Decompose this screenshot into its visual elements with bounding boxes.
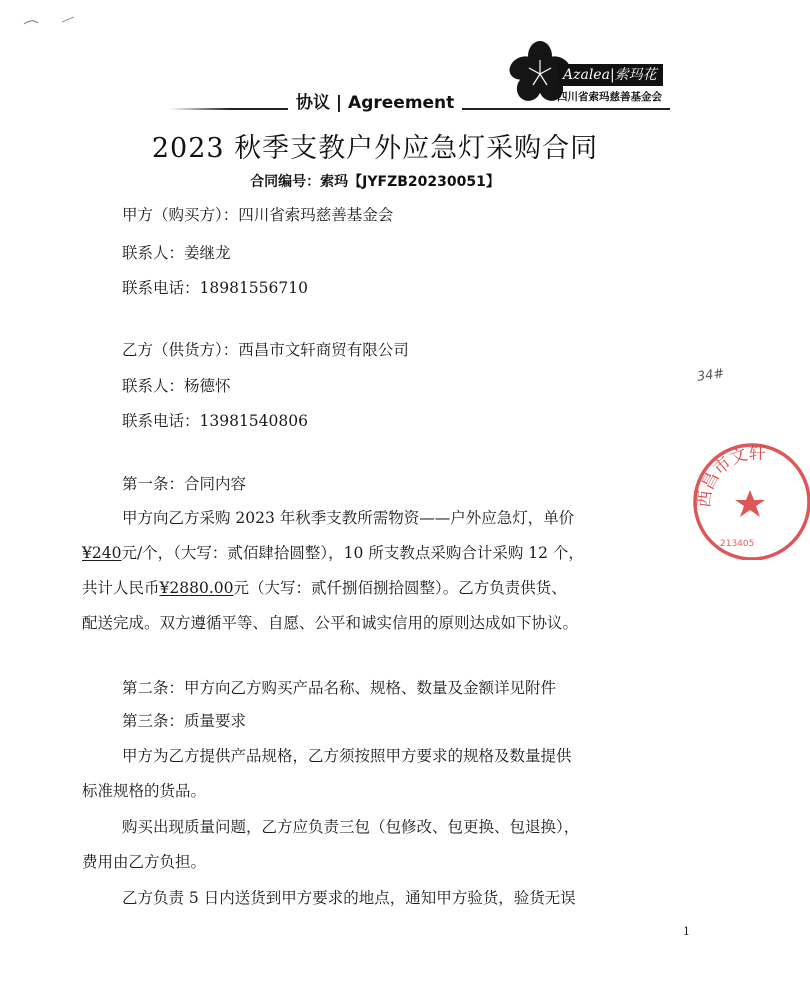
article1-line3 xyxy=(82,576,567,598)
article1-line2 xyxy=(82,541,584,563)
agreement-label: 协议 | Agreement xyxy=(288,88,462,113)
agreement-rule-fade xyxy=(170,108,230,111)
agreement-header xyxy=(170,86,670,120)
article3-p1-line2: 标准规格的货品。 xyxy=(82,782,207,800)
logo-brand-cn: 索玛花 xyxy=(614,67,657,83)
article3-heading: 第三条：质量要求 xyxy=(122,712,247,730)
seal-text: 西昌市文轩 xyxy=(694,443,767,509)
article3-p2-line2: 费用由乙方负担。 xyxy=(82,853,207,871)
party-a-line: 甲方（购买方）：四川省索玛慈善基金会 xyxy=(122,206,394,224)
article1-line1: 甲方向乙方采购 2023 年秋季支教所需物资——户外应急灯，单价 xyxy=(122,509,575,527)
party-b-line: 乙方（供货方）：西昌市文轩商贸有限公司 xyxy=(122,341,409,359)
scan-mark xyxy=(22,14,82,28)
handwritten-note: 34# xyxy=(696,366,726,385)
svg-text:西昌市文轩 xyxy=(694,444,766,509)
total-price: ¥2880.00 xyxy=(159,579,234,597)
page-number: 1 xyxy=(683,925,690,938)
contract-number: 合同编号：索玛【JYFZB20230051】 xyxy=(250,174,500,190)
logo-brand: Azalea|索玛花 xyxy=(557,64,663,86)
article1-line3-pre: 共计人民币 xyxy=(82,579,160,597)
article1-line4: 配送完成。双方遵循平等、自愿、公平和诚实信用的原则达成如下协议。 xyxy=(82,614,579,632)
company-seal xyxy=(690,440,810,560)
article3-p2-line1: 购买出现质量问题，乙方应负责三包（包修改、包更换、包退换）， xyxy=(122,818,580,836)
article1-line3-rest: 元（大写：贰仟捌佰捌拾圆整）。乙方负责供货、 xyxy=(233,579,567,597)
party-b-phone: 联系电话：13981540806 xyxy=(122,412,308,430)
party-a-phone: 联系电话：18981556710 xyxy=(122,279,308,297)
article3-p3-line1: 乙方负责 5 日内送货到甲方要求的地点，通知甲方验货，验货无误 xyxy=(122,889,576,907)
article1-line2-rest: 元/个，（大写：贰佰肆拾圆整），10 所支教点采购合计采购 12 个， xyxy=(121,544,584,562)
article1-heading: 第一条：合同内容 xyxy=(122,475,247,493)
logo-brand-en: Azalea xyxy=(563,67,610,83)
party-a-contact: 联系人：姜继龙 xyxy=(122,244,231,262)
unit-price: ¥240 xyxy=(82,544,122,562)
party-b-contact: 联系人：杨德怀 xyxy=(122,377,231,395)
document-title: 2023 秋季支教户外应急灯采购合同 xyxy=(151,133,599,164)
logo-subtitle: 四川省索玛慈善基金会 xyxy=(557,91,662,103)
seal-code: 213405 xyxy=(720,539,755,549)
article2-heading: 第二条：甲方向乙方购买产品名称、规格、数量及金额详见附件 xyxy=(122,679,557,697)
article3-p1-line1: 甲方为乙方提供产品规格，乙方须按照甲方要求的规格及数量提供 xyxy=(122,747,572,765)
